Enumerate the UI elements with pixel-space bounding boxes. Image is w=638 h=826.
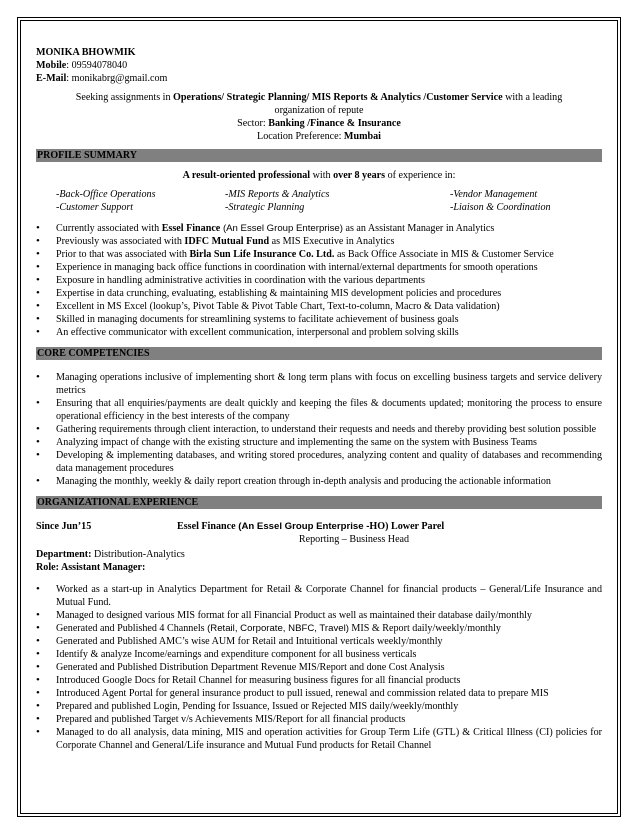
list-item — [36, 622, 602, 635]
company-group: (An Essel Group Enterprise - — [235, 521, 370, 532]
list-item: • Managing operations inclusive of implementing short & long term plans with focus on excelling business targets and service delivery metrics — [36, 371, 602, 397]
profile-bullets — [36, 222, 602, 339]
company-location: HO) Lower Parel — [369, 521, 445, 532]
area-item: -Customer Support — [56, 202, 134, 213]
role-line: Role: Assistant Manager: — [36, 562, 146, 573]
text: as Back Office Associate in MIS & Customer Service — [334, 249, 554, 260]
email-value[interactable]: : monikabrg@gmail.com — [66, 73, 168, 84]
list-item: • Skilled in managing documents for streamlining systems to facilitate achievement of business goals — [36, 313, 602, 326]
list-item: • Developing & implementing databases, and writing stored procedures, analyzing content and quality of databases and recommending data management procedures — [36, 449, 602, 475]
candidate-name: MONIKA BHOWMIK — [36, 47, 136, 58]
sector-line — [36, 117, 602, 130]
text: as MIS Executive in Analytics — [269, 236, 395, 247]
reporting-line: Reporting – Business Head — [298, 534, 410, 545]
job-header — [36, 520, 602, 533]
list-item: • Prepared and published Target v/s Achievements MIS/Report for all financial products — [36, 713, 602, 726]
list-item: • Prepared and published Login, Pending for Issuance, Issued or Rejected MIS daily/weekly/monthly — [36, 700, 602, 713]
list-item: • An effective communicator with excellent communication, interpersonal and problem solving skills — [36, 326, 602, 339]
list-item — [36, 235, 602, 248]
list-item: • Managed to designed various MIS format for all Financial Product as well as maintained their database daily/monthly — [36, 609, 602, 622]
list-item: • Analyzing impact of change with the existing structure and implementing the same on the system with Business Teams — [36, 436, 602, 449]
mobile-label: Mobile — [36, 60, 67, 71]
profile-intro-years: over 8 years — [333, 170, 386, 181]
text: Generated and Published 4 Channels — [56, 623, 208, 634]
email-line — [36, 72, 602, 85]
area-item: -Back-Office Operations — [56, 189, 156, 200]
list-item: • Gathering requirements through client interaction, to understand their requests and needs and thereby providing best solution possible — [36, 423, 602, 436]
text: MIS & Report daily/weekly/monthly — [348, 623, 501, 634]
list-item: • Introduced Google Docs for Retail Channel for measuring business figures for all financial products — [36, 674, 602, 687]
contact-block — [36, 46, 602, 85]
list-item: • Generated and Published AMC’s wise AUM for Retail and Intuitional verticals weekly/monthly — [36, 635, 602, 648]
area-item: -Liaison & Coordination — [450, 202, 551, 213]
objective-text: Seeking assignments in — [75, 92, 174, 103]
list-item: • Exposure in handling administrative activities in coordination with the various departments — [36, 274, 602, 287]
company-group: (An Essel Group Enterprise) — [220, 223, 343, 234]
company-name: Birla Sun Life Insurance Co. Ltd. — [189, 249, 335, 260]
text: Currently associated with — [56, 223, 162, 234]
section-heading-experience: ORGANIZATIONAL EXPERIENCE — [36, 496, 602, 509]
experience-bullets — [36, 583, 602, 752]
list-item: • Generated and Published Distribution Department Revenue MIS/Report and done Cost Analysis — [36, 661, 602, 674]
list-item: • Ensuring that all enquiries/payments are dealt quickly and keeping the files & documents updated; monitoring the process to ensure operational efficiency in the best interests of the company — [36, 397, 602, 423]
profile-intro-lead: A result-oriented professional — [182, 170, 311, 181]
mobile-value: : 09594078040 — [66, 60, 128, 71]
list-item: • Managing the monthly, weekly & daily report creation through in-depth analysis and producing the actionable information — [36, 475, 602, 488]
core-bullets — [36, 371, 602, 488]
list-item: • Worked as a start-up in Analytics Department for Retail & Corporate Channel for financial products – General/Life Insurance and Mutual Fund. — [36, 583, 602, 609]
section-heading-core: CORE COMPETENCIES — [36, 347, 602, 360]
job-since: Since Jun’15 — [36, 521, 92, 532]
list-item: • Expertise in data crunching, evaluating, establishing & maintaining MIS development policies and procedures — [36, 287, 602, 300]
list-item: • Identify & analyze Income/earnings and expenditure component for all business verticals — [36, 648, 602, 661]
section-heading-profile: PROFILE SUMMARY — [36, 149, 602, 162]
objective-line-2: organization of repute — [274, 105, 364, 116]
text: as an Assistant Manager in Analytics — [342, 223, 495, 234]
list-item: • Managed to do all analysis, data mining, MIS and operation activities for Group Term Life (GTL) & Critical Illness (CI) policies for Corporate Channel and General/Life insurance and Mutual Fund products for Retail Channel — [36, 726, 602, 752]
department-label: Department: — [36, 549, 92, 560]
department-value: Distribution-Analytics — [91, 549, 185, 560]
location-label: Location Preference: — [257, 131, 344, 142]
job-company — [177, 520, 444, 533]
profile-intro-mid: with — [310, 170, 334, 181]
sector-label: Sector: — [237, 118, 269, 129]
list-item: • Experience in managing back office functions in coordination with internal/external departments for smooth operations — [36, 261, 602, 274]
resume-page — [36, 46, 602, 752]
department-line — [36, 548, 602, 561]
sector-value: Banking /Finance & Insurance — [268, 118, 401, 129]
text: Previously was associated with — [56, 236, 185, 247]
objective-block — [36, 91, 602, 143]
list-item: • Introduced Agent Portal for general insurance product to pull issued, renewal and commission related data to prepare MIS — [36, 687, 602, 700]
channels: (Retail, Corporate, NBFC, Travel) — [207, 623, 349, 634]
profile-intro-end: of experience in: — [385, 170, 456, 181]
objective-text-end: with a leading — [502, 92, 563, 103]
expertise-areas — [36, 188, 602, 214]
company-name: Essel Finance — [161, 223, 221, 234]
company-name: Essel Finance — [177, 521, 236, 532]
profile-intro — [36, 169, 602, 182]
location-line — [36, 130, 602, 143]
objective-line-1 — [36, 91, 602, 104]
email-label: E-Mail — [36, 73, 67, 84]
text: Prior to that was associated with — [56, 249, 190, 260]
area-item: -MIS Reports & Analytics — [225, 189, 330, 200]
area-item: -Vendor Management — [450, 189, 538, 200]
company-name: IDFC Mutual Fund — [184, 236, 270, 247]
location-value: Mumbai — [343, 131, 381, 142]
area-item: -Strategic Planning — [225, 202, 305, 213]
objective-roles: Operations/ Strategic Planning/ MIS Reports & Analytics /Customer Service — [173, 92, 503, 103]
list-item — [36, 222, 602, 235]
list-item: • Excellent in MS Excel (lookup’s, Pivot Table & Pivot Table Chart, Text-to-column, Macro & Data validation) — [36, 300, 602, 313]
list-item — [36, 248, 602, 261]
mobile-line — [36, 59, 602, 72]
